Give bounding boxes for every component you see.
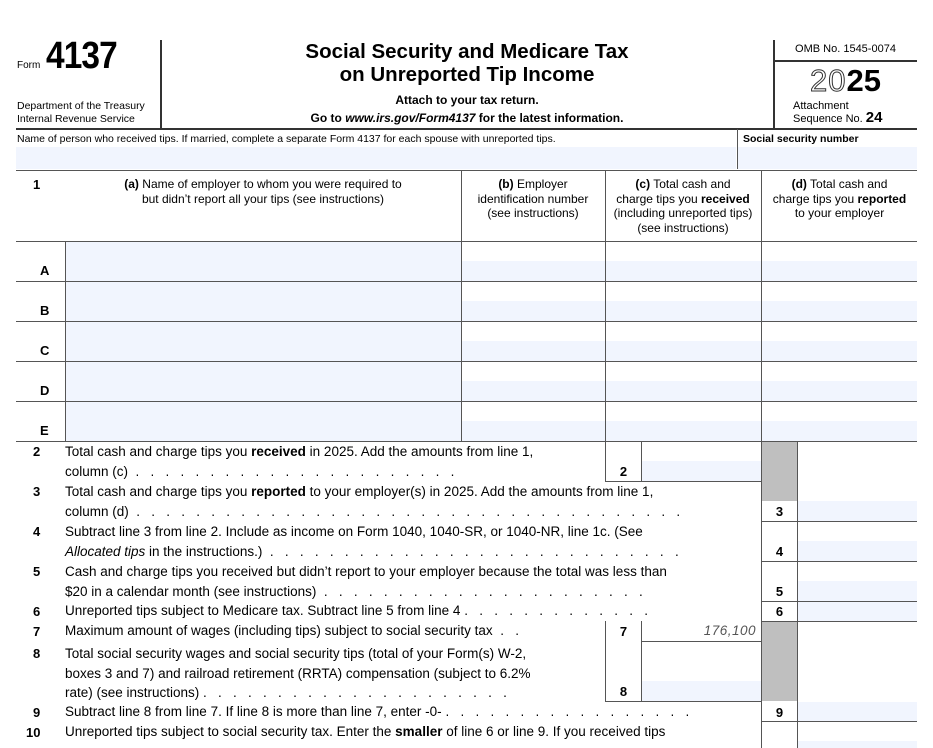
employer-name-input[interactable] (66, 282, 461, 321)
leader-dots: . . . . . . . . . . . . . . . . . . . . . . (128, 463, 455, 479)
leader-dots: . . (492, 623, 519, 638)
line-text (65, 702, 689, 722)
text: Unreported tips subject to social security tax. Enter the (65, 724, 396, 739)
line-text (65, 482, 750, 521)
line-text (65, 722, 665, 742)
title-line-1: Social Security and Medicare Tax (305, 40, 629, 63)
box-rule (761, 621, 917, 622)
text: column (d) (65, 503, 129, 519)
col-c-letter: (c) (635, 177, 651, 191)
leader-dots: . . . . . . . . . . . . . . . . . (441, 704, 690, 719)
line-4-amount-input[interactable] (798, 541, 917, 561)
box-rule (641, 641, 761, 642)
ein-input[interactable] (462, 421, 605, 441)
attach-instruction: Attach to your tax return. (395, 93, 539, 107)
tips-received-input[interactable] (606, 301, 761, 321)
box-label: 5 (775, 584, 784, 599)
tips-reported-input[interactable] (762, 341, 917, 361)
line-text (65, 562, 667, 601)
text: Maximum amount of wages (including tips) subject to social security tax (65, 623, 493, 638)
employer-name-input[interactable] (66, 362, 461, 401)
col-b-text-2: identification number (477, 191, 589, 206)
line-number: 4 (33, 524, 41, 539)
line-2-amount-input[interactable] (642, 461, 761, 481)
col-b-header (462, 177, 604, 221)
col-d-text-3: to your employer (794, 206, 885, 220)
line-9-amount-input[interactable] (798, 702, 917, 721)
shaded-box-2-3 (762, 442, 797, 501)
col-b-text: Employer (513, 177, 568, 191)
col-c-text: Total cash and (650, 177, 731, 191)
col-a-header (66, 177, 460, 206)
agency-name: Internal Revenue Service (17, 113, 135, 125)
line-text (65, 522, 679, 561)
ein-input[interactable] (462, 301, 605, 321)
goto-suffix: for the latest information. (475, 111, 624, 125)
emphasis: received (251, 444, 306, 459)
ein-input[interactable] (462, 261, 605, 281)
col-c-text-3: (including unreported tips) (613, 206, 753, 220)
year-solid: 25 (846, 63, 881, 98)
leader-dots: . . . . . . . . . . . . . (460, 603, 648, 618)
line-5-amount-input[interactable] (798, 581, 917, 601)
department-block (17, 100, 145, 126)
box-label: 2 (619, 464, 628, 479)
box-label: 8 (619, 684, 628, 699)
col-c-text-4: (see instructions) (637, 220, 729, 235)
line-number: 3 (33, 484, 41, 499)
line-number: 6 (33, 604, 41, 619)
tips-reported-input[interactable] (762, 421, 917, 441)
tips-received-input[interactable] (606, 381, 761, 401)
col-d-text: Total cash and (806, 177, 888, 191)
col-c-emphasis: received (701, 191, 750, 206)
line-text (65, 621, 519, 641)
ssn-label: Social security number (743, 133, 859, 145)
line-number: 9 (33, 705, 41, 720)
text: Cash and charge tips you received but didn’t report to your employer because the total was less than (65, 564, 667, 579)
col-b-letter: (b) (498, 177, 514, 191)
emphasis: Allocated tips (65, 543, 146, 559)
line-number: 10 (26, 725, 41, 740)
line-number: 8 (33, 646, 41, 661)
line-text (65, 644, 530, 703)
shaded-box-7-8 (762, 622, 797, 701)
col-d-letter: (d) (791, 177, 807, 191)
line-text (65, 442, 533, 481)
row-letter: E (40, 423, 49, 438)
text: of line 6 or line 9. If you received tips (442, 724, 666, 739)
col-d-emphasis: reported (857, 191, 907, 206)
text: Total cash and charge tips you (65, 444, 252, 459)
tips-received-input[interactable] (606, 341, 761, 361)
text: $20 in a calendar month (see instructions) (65, 583, 317, 599)
line-3-amount-input[interactable] (798, 501, 917, 521)
goto-prefix: Go to (310, 111, 346, 125)
title-line-2: on Unreported Tip Income (339, 63, 595, 86)
row-letter: B (40, 303, 50, 318)
leader-dots: . . . . . . . . . . . . . . . . . . . . . . (316, 583, 643, 599)
col-d-text-2: charge tips you (772, 191, 858, 206)
text: in the instructions.) (145, 543, 263, 559)
row-letter: D (40, 383, 50, 398)
line-8-amount-input[interactable] (642, 681, 761, 701)
line-number: 7 (33, 624, 41, 639)
omb-number: OMB No. 1545-0074 (795, 43, 896, 55)
col-a-text-2: but didn’t report all your tips (see instructions) (141, 191, 385, 206)
box-label: 9 (775, 705, 784, 720)
text: Subtract line 8 from line 7. If line 8 is more than line 7, enter -0- (65, 704, 442, 719)
col-d-header (762, 177, 917, 221)
line-number: 2 (33, 444, 41, 459)
col-c-header (605, 177, 761, 235)
identity-bottom-rule (16, 170, 917, 171)
box-rule (761, 561, 917, 562)
col-b-text-3: (see instructions) (487, 206, 579, 220)
text: in 2025. Add the amounts from line 1, (305, 444, 534, 459)
col-c-text-2: charge tips you (616, 191, 701, 206)
line-7-preprinted-amount: 176,100 (703, 623, 756, 638)
omb-divider (774, 60, 917, 62)
year-outline: 20 (810, 63, 847, 98)
ssn-input[interactable] (738, 147, 917, 169)
tips-received-input[interactable] (606, 421, 761, 441)
box-label: 7 (619, 624, 628, 639)
tips-received-input[interactable] (606, 261, 761, 281)
name-label: Name of person who received tips. If married, complete a separate Form 4137 for each spouse with unreported tips. (17, 133, 556, 145)
text: rate) (see instructions) (65, 685, 200, 700)
form-number: 4137 (46, 35, 117, 77)
tax-year (774, 64, 917, 98)
leader-dots: . . . . . . . . . . . . . . . . . . . . . . . . . . . . . . . . . . . . . (128, 503, 681, 519)
box-label: 4 (775, 544, 784, 559)
box-rule (761, 521, 917, 522)
form-title (162, 40, 772, 86)
irs-url-link[interactable]: www.irs.gov/Form4137 (345, 111, 476, 125)
box-rule (761, 721, 917, 722)
col-a-text: Name of employer to whom you were required to (138, 177, 402, 191)
row-letter: C (40, 343, 50, 358)
employer-name-input[interactable] (66, 402, 461, 441)
text: Subtract line 3 from line 2. Include as income on Form 1040, 1040-SR, or 1040-NR, line 1c. (See (65, 524, 643, 539)
sequence-label: Sequence No. (793, 113, 866, 125)
employer-name-input[interactable] (66, 322, 461, 361)
line-number: 5 (33, 564, 41, 579)
attachment-sequence (793, 100, 882, 125)
leader-dots: . . . . . . . . . . . . . . . . . . . . . . . . . . . . (262, 543, 679, 559)
col-a-letter: (a) (124, 177, 139, 191)
sequence-number: 24 (865, 109, 883, 126)
header-bottom-rule (16, 128, 917, 130)
ein-input[interactable] (462, 381, 605, 401)
tips-reported-input[interactable] (762, 381, 917, 401)
department-name: Department of the Treasury (17, 100, 145, 112)
ein-input[interactable] (462, 341, 605, 361)
text: Unreported tips subject to Medicare tax. Subtract line 5 from line 4 (65, 603, 461, 618)
text: boxes 3 and 7) and railroad retirement (RRTA) compensation (subject to 6.2% (65, 665, 531, 681)
text: column (c) (65, 463, 129, 479)
employer-name-input[interactable] (66, 242, 461, 281)
attachment-label: Attachment (793, 100, 849, 112)
tips-reported-input[interactable] (762, 261, 917, 281)
emphasis: reported (251, 484, 306, 499)
line-1-number: 1 (33, 177, 41, 192)
text: Total cash and charge tips you (65, 484, 252, 499)
line-6-amount-input[interactable] (798, 602, 917, 621)
text: to your employer(s) in 2025. Add the amounts from line 1, (305, 484, 654, 499)
text: Total social security wages and social security tips (total of your Form(s) W-2, (65, 646, 527, 661)
row-letter: A (40, 263, 50, 278)
form-label: Form (17, 60, 41, 71)
emphasis: smaller (395, 724, 443, 739)
line-10-amount-input[interactable] (798, 741, 917, 748)
leader-dots: . . . . . . . . . . . . . . . . . . . . . (199, 685, 507, 700)
tips-reported-input[interactable] (762, 301, 917, 321)
goto-instruction (162, 111, 772, 125)
line-text (65, 601, 648, 621)
name-input[interactable] (16, 147, 736, 169)
box-label: 3 (775, 504, 784, 519)
box-label: 6 (775, 604, 784, 619)
